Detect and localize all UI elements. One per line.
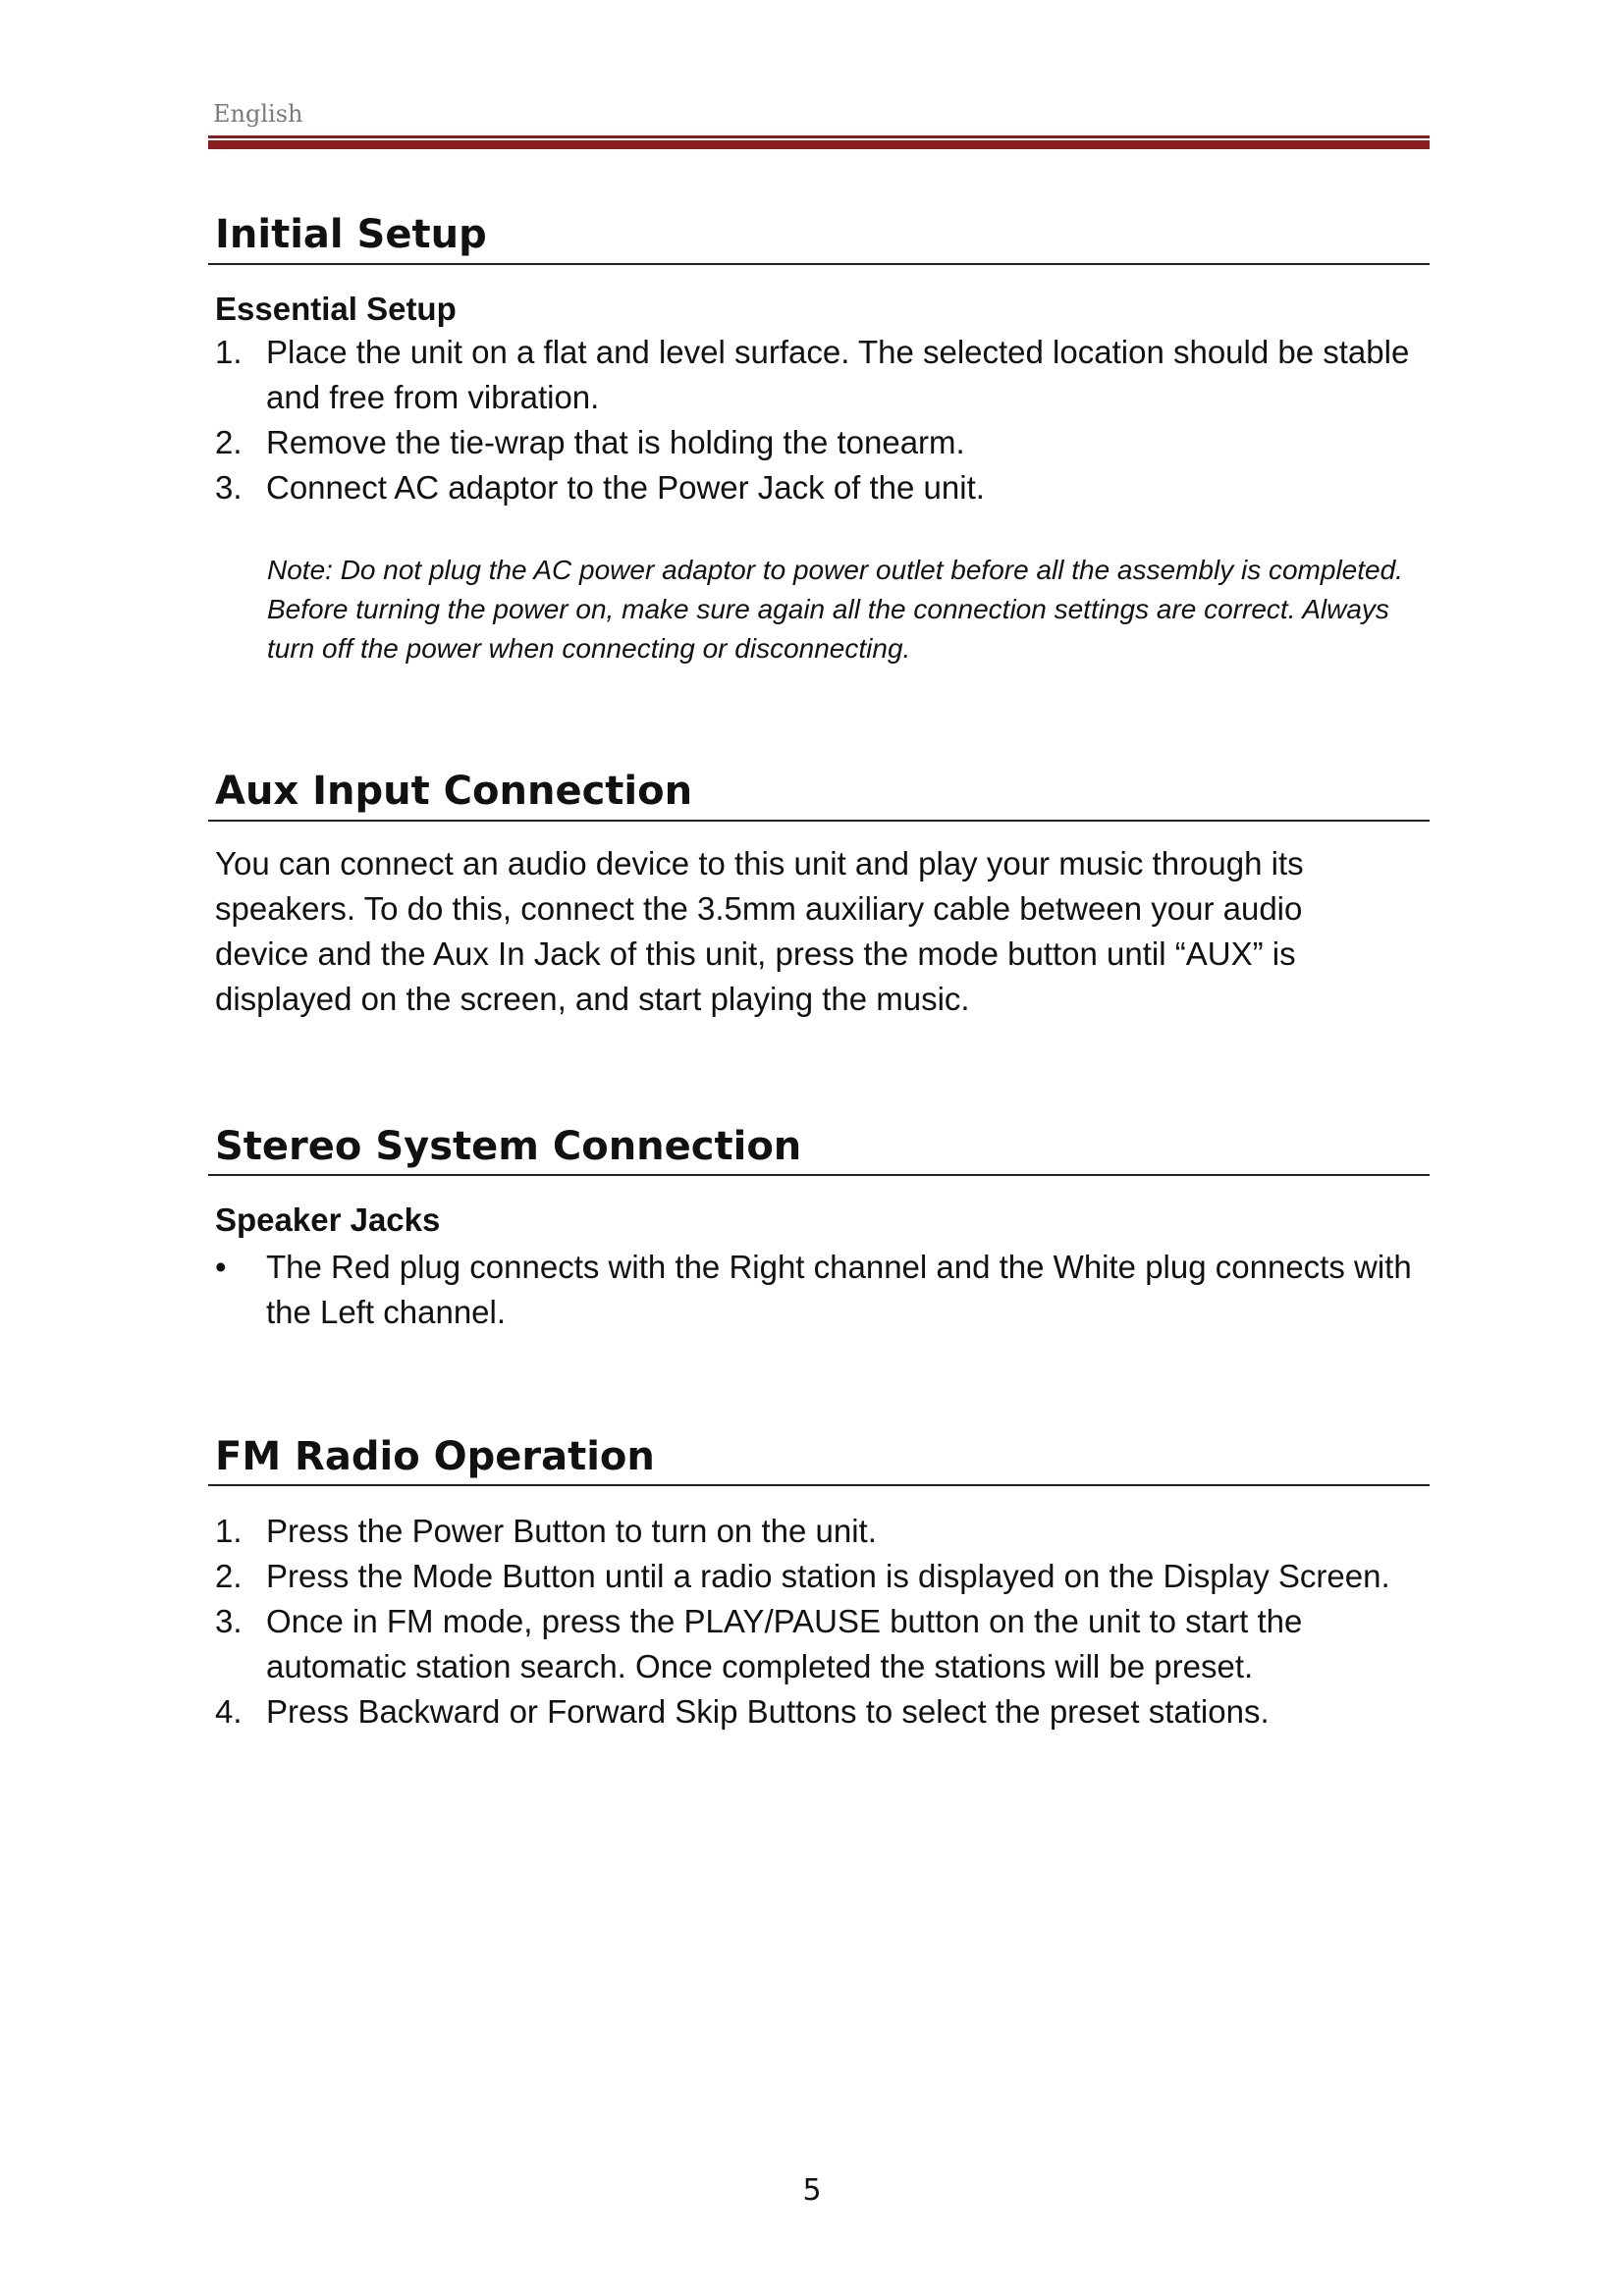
- header-divider: [208, 135, 1430, 151]
- list-item: [215, 1245, 1413, 1335]
- list-item: [215, 420, 1413, 465]
- list-item-text: Connect AC adaptor to the Power Jack of the unit.: [266, 469, 985, 506]
- subheading-essential-setup: Essential Setup: [215, 291, 457, 327]
- header-language-label: English: [213, 100, 303, 128]
- list-item-number: 1.: [215, 334, 243, 370]
- fm-radio-steps: [215, 1509, 1413, 1735]
- list-item-number: 3.: [215, 1603, 243, 1639]
- list-item-text: The Red plug connects with the Right channel and the White plug connects with the Left channel.: [266, 1249, 1412, 1330]
- list-item: [215, 1509, 1413, 1554]
- section-rule-stereo-system: [208, 1174, 1430, 1176]
- aux-input-description: You can connect an audio device to this unit and play your music through its speakers. To do this, connect the 3.5mm auxiliary cable between your audio device and the Aux In Jack of this unit, press the mode button until “AUX” is displayed on the screen, and start playing the music.: [215, 845, 1304, 1017]
- header-divider-thin-line: [208, 135, 1430, 138]
- section-title-stereo-system: Stereo System Connection: [215, 1124, 802, 1169]
- list-item-number: 4.: [215, 1693, 243, 1730]
- setup-note: Note: Do not plug the AC power adaptor to power outlet before all the assembly is completed. Before turning the power on, make sure again all the connection settings are correct. Always turn off the power when connecting or disconnecting.: [267, 555, 1403, 664]
- section-title-initial-setup: Initial Setup: [215, 212, 487, 257]
- list-item-text: Press the Mode Button until a radio station is displayed on the Display Screen.: [266, 1558, 1390, 1594]
- list-item-number: 1.: [215, 1513, 243, 1549]
- list-item-text: Once in FM mode, press the PLAY/PAUSE button on the unit to start the automatic station search. Once completed the stations will be preset.: [266, 1603, 1303, 1684]
- list-item-number: 2.: [215, 1558, 243, 1594]
- header-divider-thick-line: [208, 140, 1430, 149]
- list-item: [215, 1689, 1413, 1735]
- list-item-text: Press the Power Button to turn on the unit.: [266, 1513, 877, 1549]
- list-item: [215, 1554, 1413, 1599]
- section-title-fm-radio: FM Radio Operation: [215, 1434, 655, 1479]
- page-number: 5: [802, 2173, 822, 2208]
- list-item-number: 2.: [215, 424, 243, 460]
- section-rule-aux-input: [208, 820, 1430, 822]
- section-rule-initial-setup: [208, 263, 1430, 265]
- section-title-aux-input: Aux Input Connection: [215, 769, 693, 814]
- list-item-text: Remove the tie-wrap that is holding the tonearm.: [266, 424, 965, 460]
- section-rule-fm-radio: [208, 1484, 1430, 1486]
- list-item: [215, 330, 1413, 420]
- speaker-jacks-bullets: [215, 1245, 1413, 1335]
- subheading-speaker-jacks: Speaker Jacks: [215, 1201, 441, 1238]
- list-item: [215, 465, 1413, 510]
- bullet-icon: •: [215, 1249, 227, 1285]
- essential-setup-steps: [215, 330, 1413, 510]
- list-item-text: Press Backward or Forward Skip Buttons to select the preset stations.: [266, 1693, 1270, 1730]
- list-item-text: Place the unit on a flat and level surface. The selected location should be stable and free from vibration.: [266, 334, 1410, 415]
- list-item: [215, 1599, 1413, 1689]
- list-item-number: 3.: [215, 469, 243, 506]
